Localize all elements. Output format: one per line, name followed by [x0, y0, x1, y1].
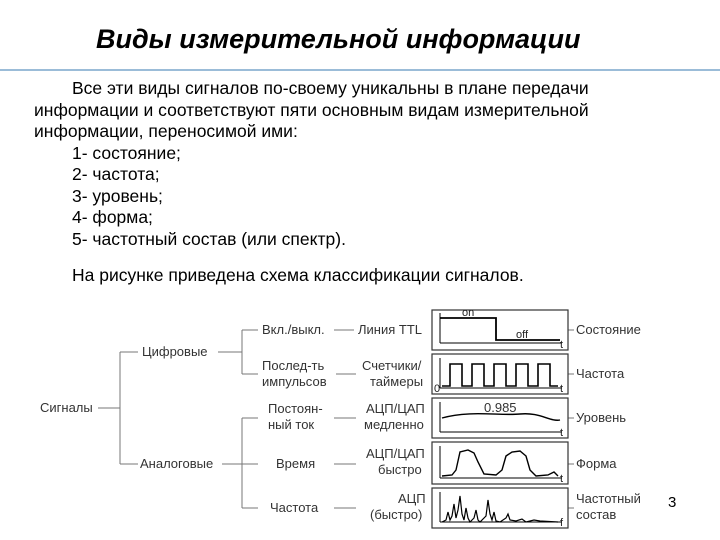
- list-item: 3- уровень;: [72, 185, 163, 206]
- list-item: 5- частотный состав (или спектр).: [72, 228, 346, 249]
- root-label: Сигналы: [40, 400, 93, 415]
- result-label: Состояние: [576, 322, 641, 337]
- slide-title: Виды измерительной информации: [96, 24, 581, 54]
- intro-paragraph: Все эти виды сигналов по-своему уникальны в плане передачи информации и соответствуют пяти основным видам измерительной информации, переносимой ими:: [34, 78, 589, 141]
- result-label-line1: Частотный: [576, 491, 641, 506]
- axis-t-label: t: [560, 427, 564, 439]
- axis-f-label: f: [560, 517, 564, 529]
- device-label-line1: АЦП: [398, 491, 426, 506]
- list-item: 4- форма;: [72, 207, 153, 227]
- axis-t-label: t: [560, 339, 564, 351]
- device-label-line2: медленно: [364, 417, 424, 432]
- level-value-label: 0.985: [484, 400, 517, 415]
- result-label: Уровень: [576, 410, 627, 425]
- axis-t-label: t: [560, 473, 564, 485]
- zero-label: 0: [434, 383, 441, 395]
- axis-t-label: t: [560, 383, 564, 395]
- figure-caption: На рисунке приведена схема классификации сигналов.: [72, 265, 524, 285]
- type-label-line2: импульсов: [262, 374, 327, 389]
- analog-label: Аналоговые: [140, 456, 214, 471]
- device-label-line1: АЦП/ЦАП: [366, 446, 425, 461]
- type-label-line1: Постоян-: [268, 401, 323, 416]
- device-label-line1: АЦП/ЦАП: [366, 401, 425, 416]
- result-label: Частота: [576, 366, 625, 381]
- device-label-line2: таймеры: [370, 374, 424, 389]
- on-label: on: [462, 307, 475, 319]
- result-label-line2: состав: [576, 507, 617, 522]
- device-label: Линия TTL: [358, 322, 422, 337]
- page-number: 3: [668, 494, 677, 511]
- digital-label: Цифровые: [142, 344, 208, 359]
- type-label: Вкл./выкл.: [262, 322, 325, 337]
- result-label: Форма: [576, 456, 617, 471]
- type-label: Частота: [270, 500, 319, 515]
- device-label-line1: Счетчики/: [362, 358, 422, 373]
- off-label: off: [516, 329, 529, 341]
- type-label-line2: ный ток: [268, 417, 315, 432]
- device-label-line2: (быстро): [370, 507, 423, 522]
- type-label-line1: Послед-ть: [262, 358, 325, 373]
- list-item: 2- частота;: [72, 164, 160, 184]
- type-label: Время: [276, 456, 316, 471]
- list-item: 1- состояние;: [72, 142, 181, 163]
- device-label-line2: быстро: [378, 462, 422, 477]
